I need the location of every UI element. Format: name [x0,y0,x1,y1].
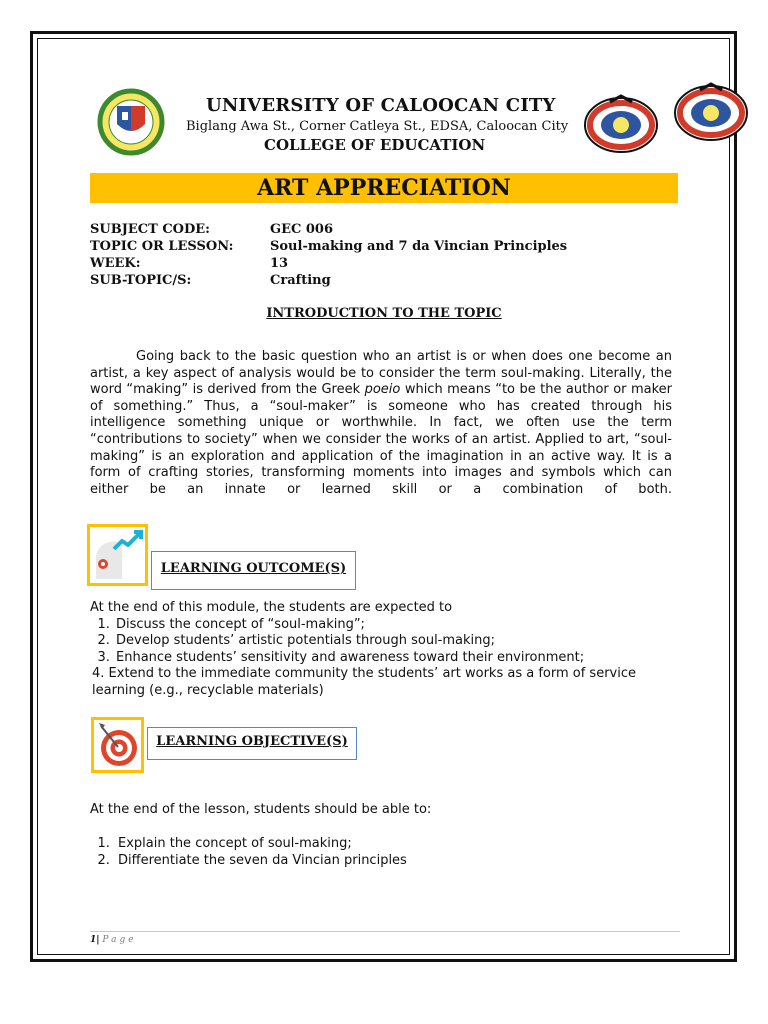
university-seal-icon [97,88,191,156]
ucc-emblem-icon [582,92,660,154]
footer-separator: | [96,935,100,945]
meta-row [90,272,567,289]
learning-outcome-icon-box [87,524,148,586]
objectives-intro: At the end of the lesson, students should be able to: [90,802,432,817]
intro-heading: INTRODUCTION TO THE TOPIC [266,306,502,321]
meta-value: Crafting [270,273,331,288]
meta-key: WEEK: [90,256,141,271]
college-name: COLLEGE OF EDUCATION [264,136,486,154]
list-item: 1. Discuss the concept of “soul-making”; [114,617,680,634]
university-name: UNIVERSITY OF CALOOCAN CITY [206,95,556,116]
meta-key: TOPIC OR LESSON: [90,239,234,254]
objectives-list [90,836,407,869]
page-footer [90,935,137,945]
growth-chart-head-icon [90,527,145,583]
learning-outcomes-section [90,600,680,700]
learning-outcome-heading: LEARNING OUTCOME(S) [151,551,356,590]
learning-objective-heading: LEARNING OBJECTIVE(S) [147,727,357,760]
course-title-banner: ART APPRECIATION [90,173,678,203]
intro-text: which means “to be the author or maker of something.” Thus, a “soul-maker” is someone who has created through his intelligence something unique or worthwhile. In fact, we often use the term “contributions to society” when we consider the works of an artist. Applied to art, “soul-making” is an exploration and application of the imagination in an active way. It is a form of crafting stories, transforming moments into images and symbols which can either be an innate or learned skill or a combination of both. [90,382,672,497]
meta-row [90,221,567,238]
learning-objective-icon-box [91,717,144,773]
meta-value: 13 [270,256,289,271]
subject-meta [90,221,567,289]
meta-key: SUBJECT CODE: [90,222,210,237]
university-address: Biglang Awa St., Corner Catleya St., EDSA, Caloocan City [186,119,569,134]
list-item: 2. Differentiate the seven da Vincian principles [114,853,407,870]
intro-paragraph [90,349,672,498]
list-item: 4. Extend to the immediate community the students’ art works as a form of service learning (e.g., recyclable materials) [92,666,636,698]
list-item: 3. Enhance students’ sensitivity and awareness toward their environment; [114,650,680,667]
page-number: 1 [90,935,97,945]
ucc-emblem-icon [672,80,750,142]
list-item: 1. Explain the concept of soul-making; [114,836,407,853]
list-item: 2. Develop students’ artistic potentials through soul-making; [114,633,680,650]
page-label: Page [102,935,137,945]
meta-value: GEC 006 [270,222,334,237]
intro-italic-term: poeio [364,382,401,398]
outcomes-intro: At the end of this module, the students are expected to [90,600,453,615]
meta-row [90,255,567,272]
target-dart-icon [94,720,141,770]
intro-text: Going back to the basic question who an artist is or when does one become an artist, a key aspect of analysis would be to consider the term soul-making. Literally, the word “making” is derived from the Greek [90,349,672,398]
meta-key: SUB-TOPIC/S: [90,273,192,288]
objectives-section [90,836,407,869]
outcomes-list [90,617,680,700]
meta-row [90,238,567,255]
footer-divider [90,931,680,932]
meta-value: Soul-making and 7 da Vincian Principles [270,239,568,254]
